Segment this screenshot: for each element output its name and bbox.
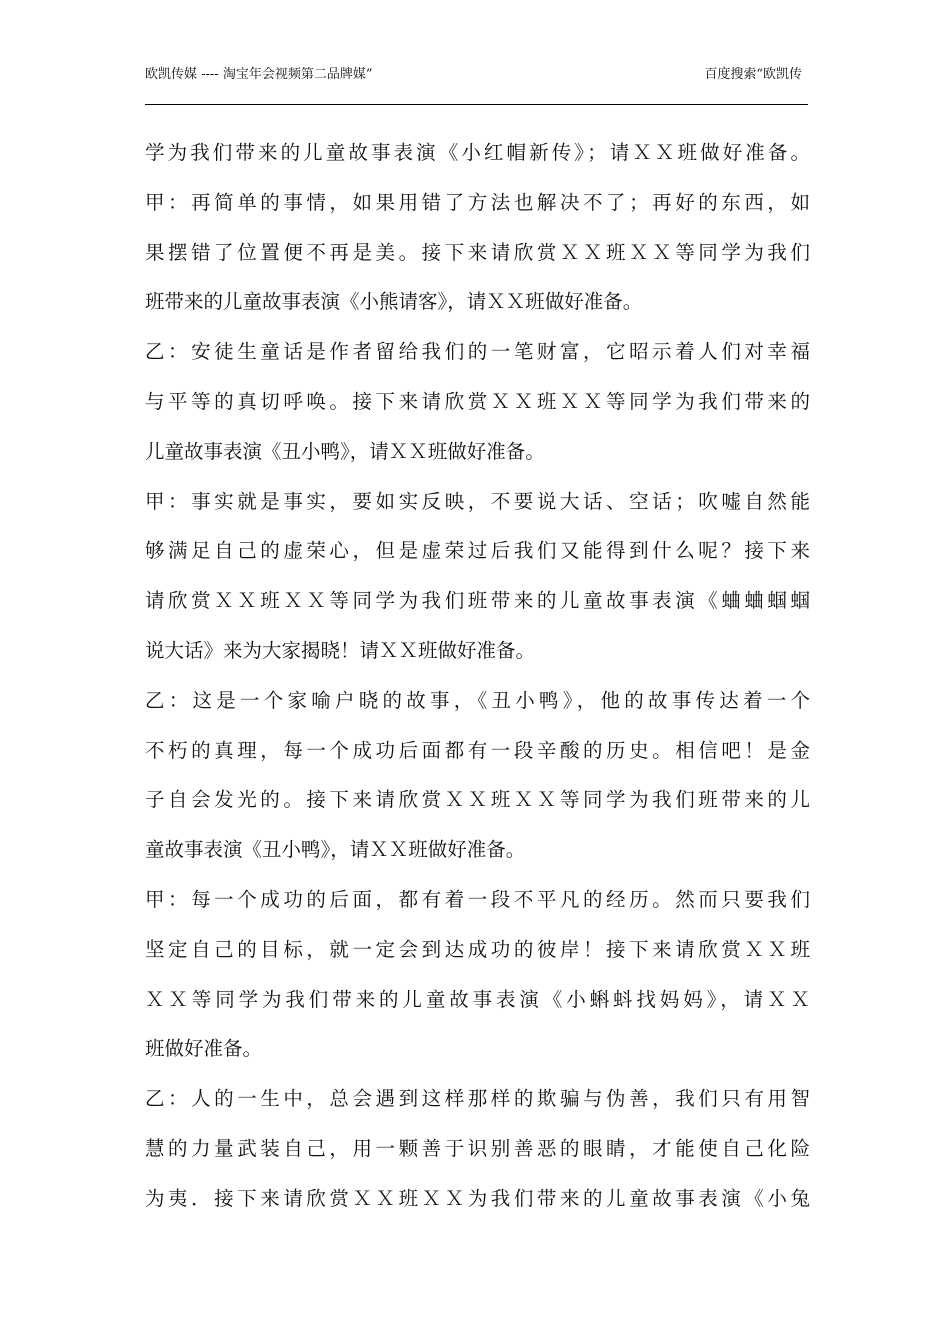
- text-line: 慧的力量武装自己，用一颗善于识别善恶的眼睛，才能使自己化险: [145, 1136, 810, 1160]
- text-line: ＸＸ等同学为我们带来的儿童故事表演《小蝌蚪找妈妈》，请ＸＸ: [145, 987, 810, 1011]
- text-line: 甲：每一个成功的后面，都有着一段不平凡的经历。然而只要我们: [145, 887, 810, 911]
- text-line: 班做好准备。: [145, 1037, 263, 1061]
- text-line: 与平等的真切呼唤。接下来请欣赏ＸＸ班ＸＸ等同学为我们带来的: [145, 389, 810, 413]
- text-line: 为夷．接下来请欣赏ＸＸ班ＸＸ为我们带来的儿童故事表演《小兔: [145, 1186, 810, 1210]
- text-line: 乙：这是一个家喻户晓的故事，《丑小鸭》，他的故事传达着一个: [145, 688, 810, 712]
- text-line: 儿童故事表演《丑小鸭》，请ＸＸ班做好准备。: [145, 439, 545, 463]
- header-left-text: 欧凯传媒 ---- 淘宝年会视频第二品牌媒”: [145, 67, 373, 82]
- body-text: [145, 128, 810, 1224]
- text-line: 够满足自己的虚荣心，但是虚荣过后我们又能得到什么呢？接下来: [145, 539, 810, 563]
- page-header: [145, 66, 808, 105]
- text-line: 甲：再简单的事情，如果用错了方法也解决不了；再好的东西，如: [145, 190, 810, 214]
- text-line: 说大话》来为大家揭晓！请ＸＸ班做好准备。: [145, 638, 536, 662]
- text-line: 不朽的真理，每一个成功后面都有一段辛酸的历史。相信吧！是金: [145, 738, 810, 762]
- text-line: 乙：安徒生童话是作者留给我们的一笔财富，它昭示着人们对幸福: [145, 340, 810, 364]
- text-line: 子自会发光的。接下来请欣赏ＸＸ班ＸＸ等同学为我们班带来的儿: [145, 788, 810, 812]
- header-right-text: 百度搜索“欧凯传: [704, 67, 802, 82]
- text-line: 甲：事实就是事实，要如实反映，不要说大话、空话；吹嘘自然能: [145, 489, 810, 513]
- text-line: 果摆错了位置便不再是美。接下来请欣赏ＸＸ班ＸＸ等同学为我们: [145, 240, 810, 264]
- text-line: 班带来的儿童故事表演《小熊请客》，请ＸＸ班做好准备。: [145, 290, 643, 314]
- text-line: 学为我们带来的儿童故事表演《小红帽新传》；请ＸＸ班做好准备。: [145, 141, 810, 164]
- text-line: 乙：人的一生中，总会遇到这样那样的欺骗与伪善，我们只有用智: [145, 1087, 810, 1111]
- text-line: 童故事表演《丑小鸭》，请ＸＸ班做好准备。: [145, 838, 526, 862]
- text-line: 请欣赏ＸＸ班ＸＸ等同学为我们班带来的儿童故事表演《蛐蛐蝈蝈: [145, 589, 810, 613]
- text-line: 坚定自己的目标，就一定会到达成功的彼岸！接下来请欣赏ＸＸ班: [145, 937, 810, 961]
